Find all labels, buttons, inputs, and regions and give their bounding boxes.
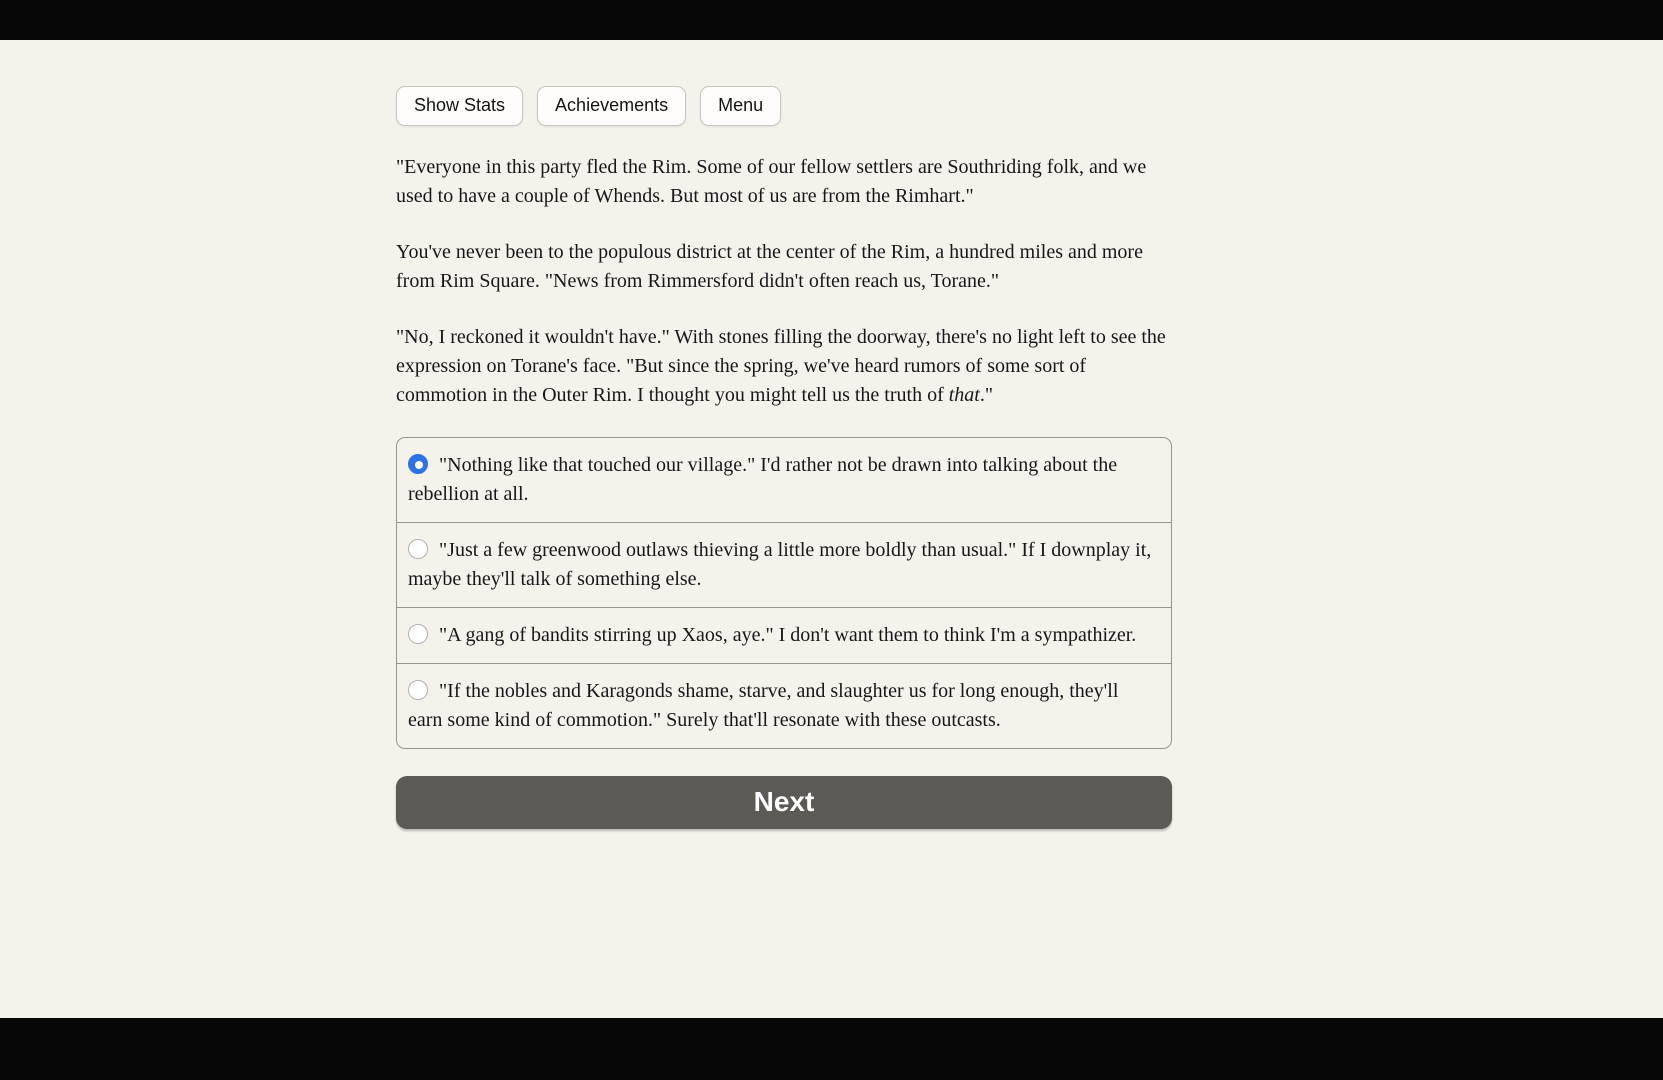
- choice-option-label: "A gang of bandits stirring up Xaos, aye." I don't want them to think I'm a sympathizer.: [439, 623, 1137, 646]
- choice-option-3[interactable]: [397, 607, 1171, 663]
- radio-button-icon[interactable]: [408, 680, 428, 700]
- choice-option-label: "Nothing like that touched our village." I'd rather not be drawn into talking about the rebellion at all.: [408, 453, 1118, 505]
- choice-option-label: "Just a few greenwood outlaws thieving a little more boldly than usual." If I downplay it, maybe they'll talk of something else.: [408, 538, 1152, 590]
- story-paragraph-2: You've never been to the populous district at the center of the Rim, a hundred miles and more from Rim Square. "News from Rimmersford didn't often reach us, Torane.": [396, 240, 1143, 292]
- paragraph-3-text-end: .": [979, 383, 994, 406]
- choice-list: [396, 437, 1172, 749]
- radio-button-icon[interactable]: [408, 539, 428, 559]
- paragraph-3-italic-word: that: [948, 383, 980, 406]
- radio-button-icon[interactable]: [408, 624, 428, 644]
- achievements-button[interactable]: Achievements: [537, 86, 686, 126]
- letterbox-bar-bottom: [0, 1018, 1663, 1080]
- choice-option-2[interactable]: [397, 522, 1171, 607]
- choice-option-4[interactable]: [397, 663, 1171, 748]
- paragraph-3-text: "No, I reckoned it wouldn't have." With stones filling the doorway, there's no light left to see the expression on Torane's face. "But since the spring, we've heard rumors of some sort of commotion in the Outer Rim. I thought you might tell us the truth of: [396, 325, 1166, 406]
- radio-button-icon[interactable]: [408, 454, 428, 474]
- menu-button[interactable]: Menu: [700, 86, 781, 126]
- next-button[interactable]: Next: [396, 776, 1172, 829]
- story-paragraph-3: [396, 323, 1172, 410]
- letterbox-bar-top: [0, 0, 1663, 40]
- show-stats-button[interactable]: Show Stats: [396, 86, 523, 126]
- choice-option-label: "If the nobles and Karagonds shame, starve, and slaughter us for long enough, they'll earn some kind of commotion." Surely that'll resonate with these outcasts.: [408, 679, 1119, 731]
- story-paragraph-1: "Everyone in this party fled the Rim. Some of our fellow settlers are Southriding folk, and we used to have a couple of Whends. But most of us are from the Rimhart.": [396, 155, 1147, 207]
- choice-option-1[interactable]: [397, 438, 1171, 522]
- toolbar: [396, 86, 1172, 126]
- story-content: [396, 40, 1172, 829]
